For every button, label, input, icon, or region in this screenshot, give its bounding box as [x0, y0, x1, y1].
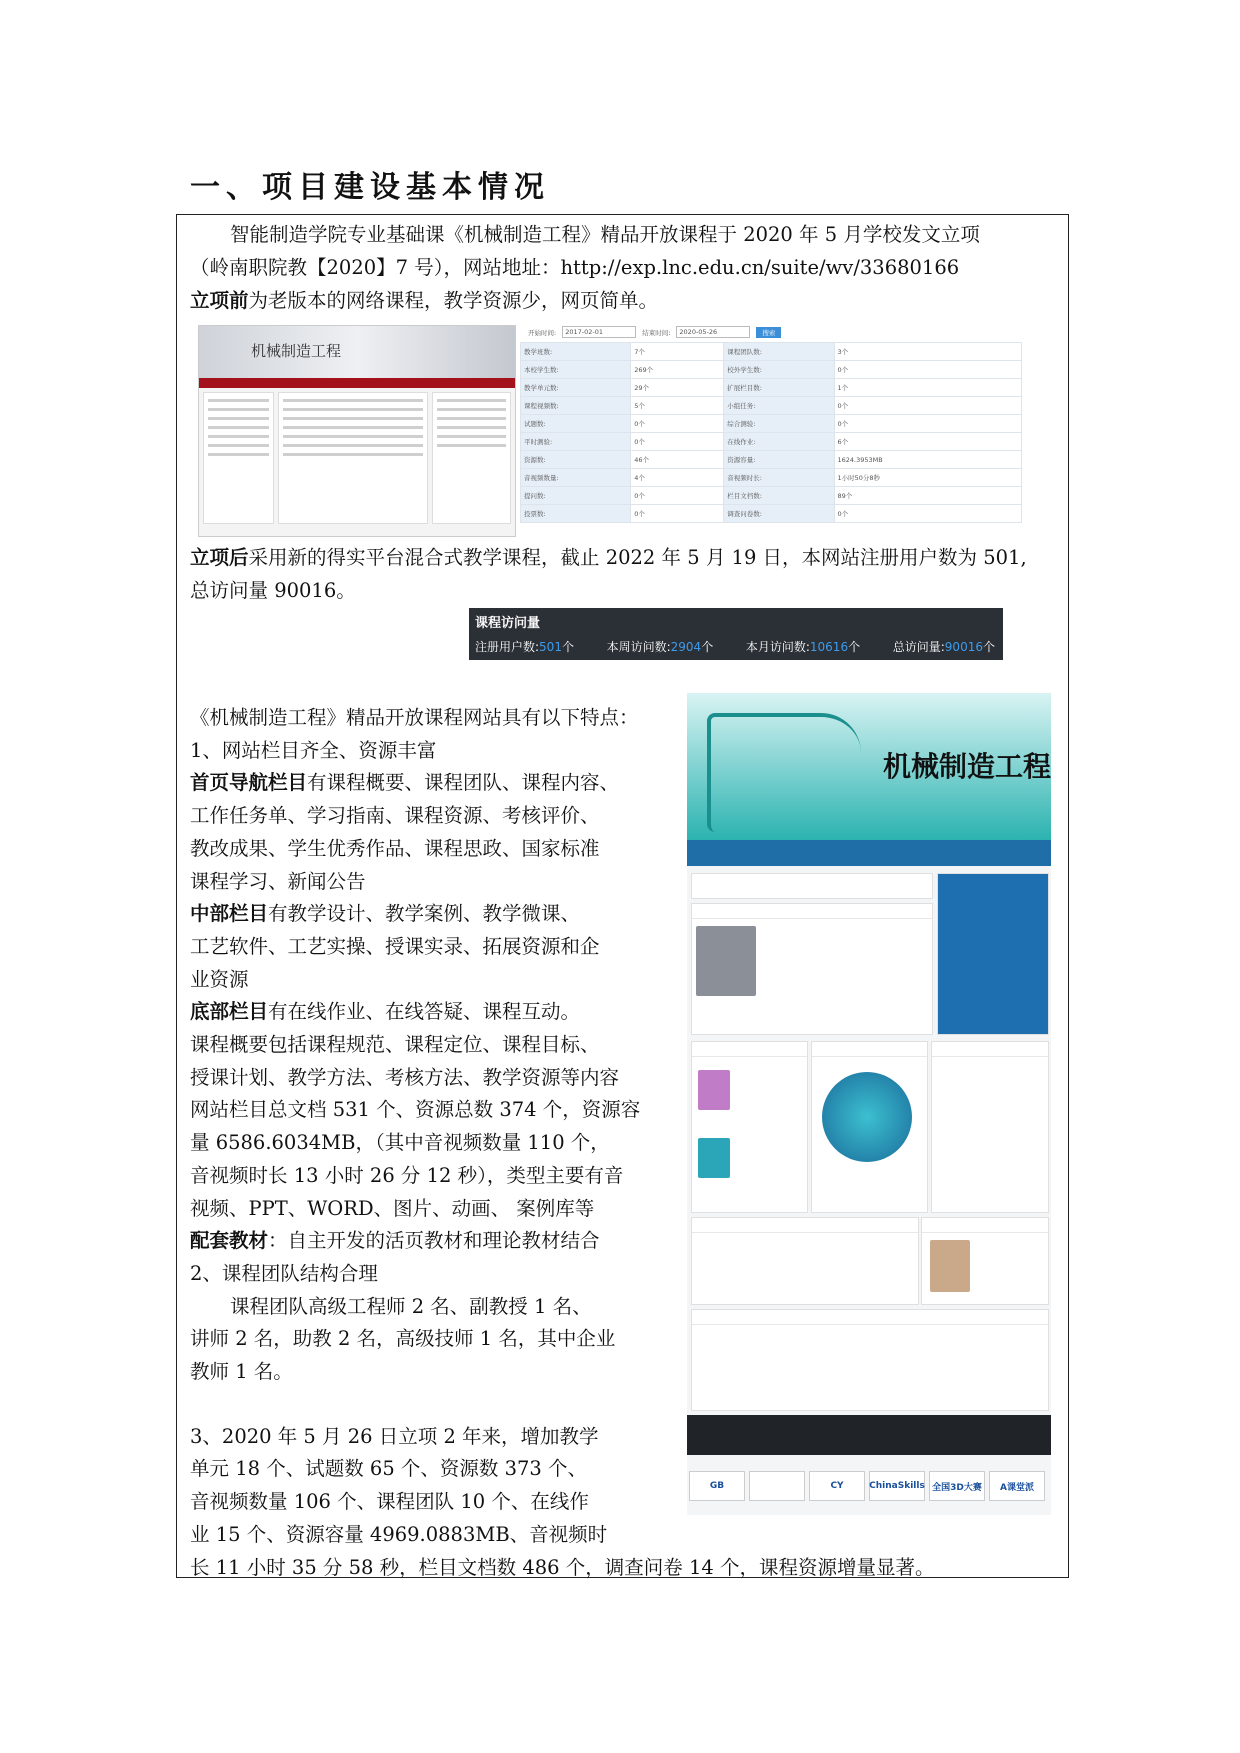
feature-line: 教师 1 名。: [190, 1360, 293, 1384]
feature-line: 课程学习、新闻公告: [190, 869, 366, 893]
new-site-screenshot: [687, 673, 1051, 1515]
intro-line-2: （岭南职院教【2020】7 号），网站地址：http://exp.lnc.edu.cn/suite/wv/33680166: [190, 256, 960, 279]
old-stats-table: [520, 322, 1022, 535]
total-stat: 总访问量:90016个: [892, 640, 995, 654]
process-file-block: [931, 1041, 1049, 1213]
feature-line: 音视频时长 13 小时 26 分 12 秒），类型主要有音: [190, 1163, 624, 1187]
table-row: 教学班数: 7个 课程团队数: 3个: [521, 343, 1022, 361]
feature-line: 业 15 个、资源容量 4969.0883MB、音视频时: [190, 1522, 608, 1546]
section-heading: 一、项目建设基本情况: [190, 170, 550, 205]
feature-line: 课程概要包括课程规范、课程定位、课程目标、: [190, 1033, 600, 1057]
table-row: 本校学生数: 269个 校外学生数: 0个: [521, 361, 1022, 379]
feature-2-title: 2、课程团队结构合理: [190, 1261, 378, 1285]
start-label: 开始时间:: [528, 328, 557, 337]
registered-stat: 注册用户数:501个: [475, 640, 574, 654]
table-row: 教学单元数: 29个 扩展栏目数: 1个: [521, 379, 1022, 397]
old-site-screenshot: [198, 325, 516, 537]
feature-line: 单元 18 个、试题数 65 个、资源数 373 个、: [190, 1457, 588, 1481]
feature-1-title: 1、网站栏目齐全、资源丰富: [190, 738, 437, 762]
old-site-nav: [199, 378, 515, 388]
new-site-banner: [687, 693, 1051, 840]
visits-title: 课程访问量: [475, 616, 541, 631]
intro-line-1: 智能制造学院专业基础课《机械制造工程》精品开放课程于 2020 年 5 月学校发文立项: [230, 223, 980, 246]
feature-line: 长 11 小时 35 分 58 秒，栏目文档数 486 个，调查问卷 14 个，课程资源增量显著。: [190, 1555, 935, 1579]
new-site-title: 机械制造工程: [883, 750, 1051, 783]
course-intro-block: [691, 903, 933, 1035]
feature-line: 网站栏目总文档 531 个、资源总数 374 个，资源容: [190, 1098, 641, 1122]
new-site-topbar: [687, 673, 1051, 693]
logo-gb: GB: [689, 1471, 745, 1501]
interaction-bar: [687, 1415, 1051, 1455]
process-software-block: [691, 1217, 919, 1305]
feature-line: 视频、PPT、WORD、图片、动画、 案例库等: [190, 1196, 595, 1220]
teaching-design-block: [691, 1041, 808, 1213]
feature-line: 音视频数量 106 个、课程团队 10 个、在线作: [190, 1490, 589, 1514]
table-row: 资源数: 46个 资源容量: 1624.3953MB: [521, 451, 1022, 469]
feature-3-title: 3、2020 年 5 月 26 日立项 2 年来，增加教学: [190, 1424, 599, 1448]
feature-line: 配套教材：自主开发的活页教材和理论教材结合: [190, 1229, 600, 1253]
feature-line: 中部栏目有教学设计、教学案例、教学微课、: [190, 902, 581, 926]
end-date-input[interactable]: 2020-05-26: [676, 326, 750, 338]
feature-line: 教改成果、学生优秀作品、课程思政、国家标准: [190, 836, 600, 860]
month-stat: 本月访问数:10616个: [745, 640, 861, 654]
after-paragraph: [190, 541, 1027, 574]
feature-line: 底部栏目有在线作业、在线答疑、课程互动。: [190, 1000, 581, 1024]
features-intro: 《机械制造工程》精品开放课程网站具有以下特点：: [190, 706, 639, 729]
logo-3d: 全国3D大赛: [929, 1471, 985, 1501]
table-row: 试题数: 0个 综合测验: 0个: [521, 415, 1022, 433]
feature-line: 量 6586.6034MB，（其中音视频数量 110 个，: [190, 1131, 610, 1155]
after-paragraph-2: 总访问量 90016。: [190, 579, 356, 602]
feature-line: 讲师 2 名，助教 2 名，高级技师 1 名，其中企业: [190, 1327, 616, 1351]
logo-chinaskills: ChinaSkills: [869, 1471, 925, 1501]
logo-cy: CY: [809, 1471, 865, 1501]
visits-banner: [469, 608, 1003, 660]
start-date-input[interactable]: 2017-02-01: [562, 326, 636, 338]
robot-arm-graphic: [707, 713, 861, 832]
logo-2: [749, 1471, 805, 1501]
table-row: 音视频数量: 4个 音视频时长: 1小时50分8秒: [521, 469, 1022, 487]
old-site-banner: [199, 326, 515, 378]
video-panel: [937, 873, 1049, 1035]
before-label: 立项前: [190, 289, 249, 312]
table-row: 投票数: 0个 调查问卷数: 0个: [521, 505, 1022, 523]
feature-line: 业资源: [190, 967, 249, 991]
after-text: 采用新的得实平台混合式教学课程，截止 2022 年 5 月 19 日，本网站注册用户数为 501,: [248, 546, 1027, 569]
feature-line: 工作任务单、学习指南、课程资源、考核评价、: [190, 804, 600, 828]
teaching-video-block: [691, 1309, 1049, 1411]
partner-logos: [689, 1471, 1045, 1501]
feature-line: 首页导航栏目有课程概要、课程团队、课程内容、: [190, 771, 620, 795]
end-label: 结束时间:: [642, 328, 671, 337]
teacher-block: [921, 1217, 1049, 1305]
feature-line: 授课计划、教学方法、考核方法、教学资源等内容: [190, 1065, 620, 1089]
table-row: 课程视频数: 5个 小组任务: 0个: [521, 397, 1022, 415]
after-label: 立项后: [190, 546, 249, 569]
search-button[interactable]: 搜索: [756, 327, 781, 338]
feature-line: 工艺软件、工艺实操、授课实录、拓展资源和企: [190, 934, 600, 958]
notice-bar: [691, 873, 933, 899]
before-paragraph: [190, 284, 658, 317]
before-text: 为老版本的网络课程，教学资源少，网页简单。: [248, 289, 659, 312]
new-site-nav: [687, 840, 1051, 866]
feature-line: 课程团队高级工程师 2 名、副教授 1 名、: [230, 1294, 592, 1318]
teaching-case-block: [811, 1041, 928, 1213]
table-row: 提问数: 0个 栏目文档数: 89个: [521, 487, 1022, 505]
table-row: 平时测验: 0个 在线作业: 6个: [521, 433, 1022, 451]
old-site-title: 机械制造工程: [251, 342, 342, 360]
week-stat: 本周访问数:2904个: [606, 640, 714, 654]
logo-ketangpai: A课堂派: [989, 1471, 1045, 1501]
